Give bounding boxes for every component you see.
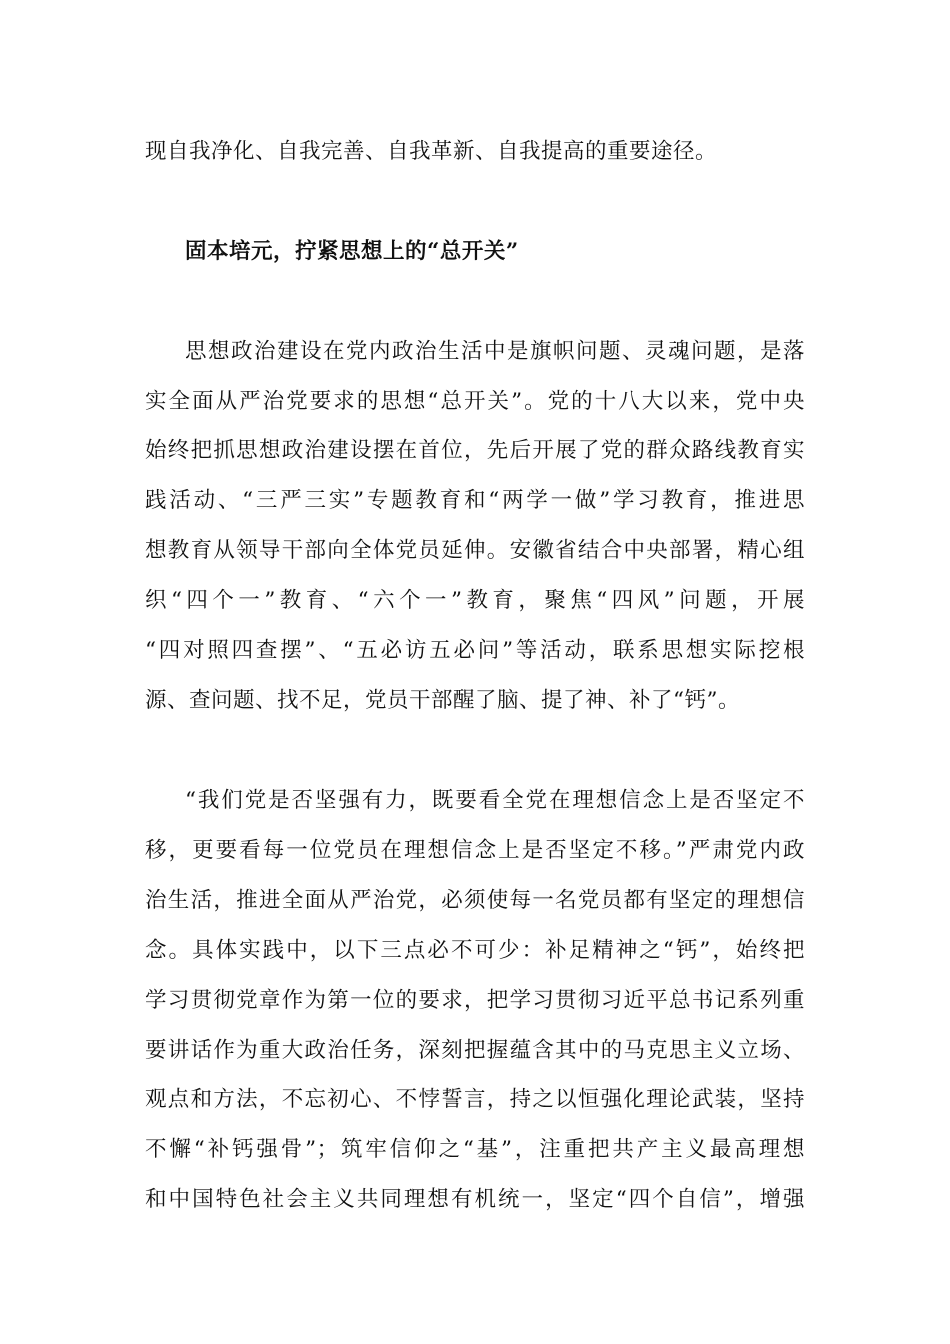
paragraph-line: “我们党是否坚强有力，既要看全党在理想信念上是否坚定不 bbox=[185, 788, 805, 813]
paragraph-line: 移，更要看每一位党员在理想信念上是否坚定不移。”严肃党内政 bbox=[145, 838, 805, 863]
paragraph-line: 学习贯彻党章作为第一位的要求，把学习贯彻习近平总书记系列重 bbox=[145, 988, 805, 1013]
paragraph-line: 织“四个一”教育、“六个一”教育，聚焦“四风”问题，开展 bbox=[145, 588, 805, 613]
paragraph-line: 始终把抓思想政治建设摆在首位，先后开展了党的群众路线教育实 bbox=[145, 438, 805, 463]
section-heading: 固本培元，拧紧思想上的“总开关” bbox=[185, 239, 519, 264]
paragraph-line: 治生活，推进全面从严治党，必须使每一名党员都有坚定的理想信 bbox=[145, 888, 805, 913]
continuation-line: 现自我净化、自我完善、自我革新、自我提高的重要途径。 bbox=[145, 139, 718, 164]
paragraph-line: 践活动、“三严三实”专题教育和“两学一做”学习教育，推进思 bbox=[145, 488, 805, 513]
paragraph-line: 思想政治建设在党内政治生活中是旗帜问题、灵魂问题，是落 bbox=[185, 339, 805, 364]
paragraph-line: 源、查问题、找不足，党员干部醒了脑、提了神、补了“钙”。 bbox=[145, 688, 740, 713]
paragraph-line: 不懈“补钙强骨”；筑牢信仰之“基”，注重把共产主义最高理想 bbox=[145, 1137, 805, 1162]
paragraph-line: 和中国特色社会主义共同理想有机统一，坚定“四个自信”，增强 bbox=[145, 1187, 805, 1212]
paragraph-line: 想教育从领导干部向全体党员延伸。安徽省结合中央部署，精心组 bbox=[145, 538, 805, 563]
paragraph-line: 观点和方法，不忘初心、不悖誓言，持之以恒强化理论武装，坚持 bbox=[145, 1087, 805, 1112]
paragraph-line: 实全面从严治党要求的思想“总开关”。党的十八大以来，党中央 bbox=[145, 389, 805, 414]
paragraph-line: “四对照四查摆”、“五必访五必问”等活动，联系思想实际挖根 bbox=[145, 638, 805, 663]
paragraph-line: 要讲话作为重大政治任务，深刻把握蕴含其中的马克思主义立场、 bbox=[145, 1038, 805, 1063]
paragraph-line: 念。具体实践中，以下三点必不可少：补足精神之“钙”，始终把 bbox=[145, 938, 805, 963]
